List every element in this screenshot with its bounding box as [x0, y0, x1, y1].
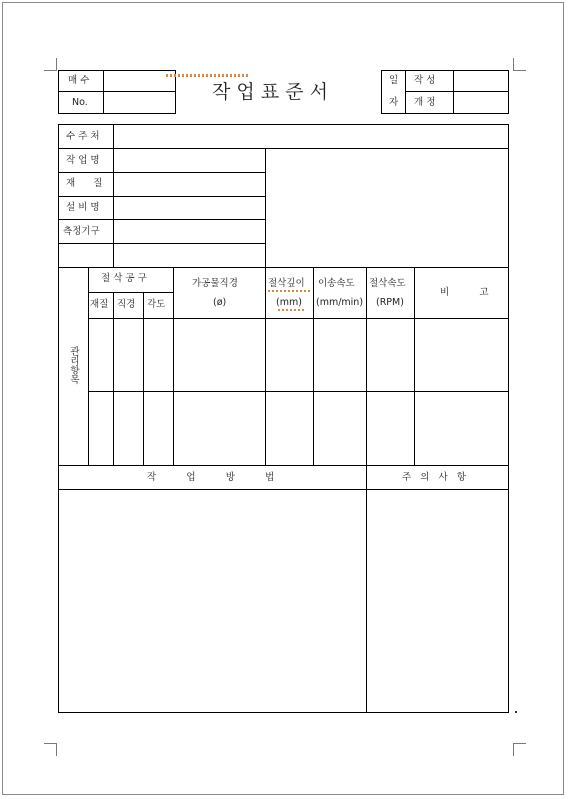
crop-mark-top-right [513, 58, 526, 71]
revised-date-cell[interactable] [454, 92, 508, 113]
cautions-header: 주 의 사 항 [402, 472, 466, 483]
measuring-tool-label: 측정기구 [63, 226, 100, 237]
copies-label: 매 수 [68, 75, 90, 86]
cutting-speed-cell[interactable] [367, 392, 414, 465]
number-label: No. [72, 97, 88, 108]
depth-of-cut-cell[interactable] [266, 319, 313, 391]
revised-label: 개 정 [414, 97, 436, 108]
tool-diameter-header: 직경 [117, 299, 136, 310]
tool-material-cell[interactable] [89, 319, 113, 391]
remarks-header: 비 고 [440, 287, 489, 298]
tool-angle-cell[interactable] [144, 392, 173, 465]
tool-diameter-cell[interactable] [114, 319, 143, 391]
written-date-cell[interactable] [454, 71, 508, 91]
control-items-label: 관리항목 [68, 346, 79, 384]
spellcheck-underline-depth [268, 290, 310, 292]
work-method-area[interactable] [59, 490, 366, 712]
tool-diameter-cell[interactable] [114, 392, 143, 465]
number-value-cell[interactable] [104, 92, 175, 113]
customer-field[interactable] [114, 125, 508, 148]
feed-rate-cell[interactable] [314, 392, 366, 465]
date-label-bottom: 자 [389, 97, 399, 108]
work-method-header: 작 업 방 법 [147, 472, 275, 483]
cutting-speed-header: 절삭속도 [369, 278, 406, 289]
cutting-speed-cell[interactable] [367, 319, 414, 391]
workpiece-diameter-unit: (ø) [213, 297, 227, 308]
drawing-area[interactable] [266, 149, 508, 267]
workpiece-diameter-cell[interactable] [174, 392, 265, 465]
workpiece-diameter-header: 가공물직경 [192, 278, 238, 289]
tool-angle-cell[interactable] [144, 319, 173, 391]
remarks-cell[interactable] [415, 392, 508, 465]
crop-mark-top-left [44, 58, 57, 71]
document-title: 작 업 표 준 서 [212, 81, 328, 103]
crop-mark-bottom-right [513, 743, 526, 756]
customer-label: 수 주 처 [66, 131, 100, 142]
depth-of-cut-unit: (mm) [276, 297, 302, 308]
depth-of-cut-header: 절삭깊이 [268, 278, 305, 289]
paragraph-mark [515, 711, 517, 713]
feed-rate-header: 이송속도 [318, 278, 355, 289]
tool-angle-header: 각도 [147, 299, 166, 310]
crop-mark-bottom-left [44, 743, 57, 756]
work-name-field[interactable] [114, 149, 265, 172]
feed-rate-cell[interactable] [314, 319, 366, 391]
tool-material-cell[interactable] [89, 392, 113, 465]
depth-of-cut-cell[interactable] [266, 392, 313, 465]
spellcheck-underline-mm [278, 309, 304, 311]
material-field[interactable] [114, 173, 265, 196]
tool-material-header: 재질 [90, 299, 109, 310]
written-label: 작 성 [414, 75, 436, 86]
copies-value-cell[interactable] [104, 71, 175, 91]
material-label: 재 질 [66, 178, 103, 189]
equipment-field[interactable] [114, 197, 265, 219]
date-label-top: 일 [389, 75, 399, 86]
spellcheck-underline [166, 74, 248, 77]
remarks-cell[interactable] [415, 319, 508, 391]
equipment-label: 설 비 명 [66, 202, 100, 213]
cutting-speed-unit: (RPM) [376, 297, 404, 308]
cautions-area[interactable] [367, 490, 508, 712]
feed-rate-unit: (mm/min) [316, 297, 364, 308]
measuring-tool-field[interactable] [114, 220, 265, 243]
cutting-tool-header: 절 삭 공 구 [101, 273, 147, 284]
workpiece-diameter-cell[interactable] [174, 319, 265, 391]
work-name-label: 작 업 명 [66, 155, 100, 166]
